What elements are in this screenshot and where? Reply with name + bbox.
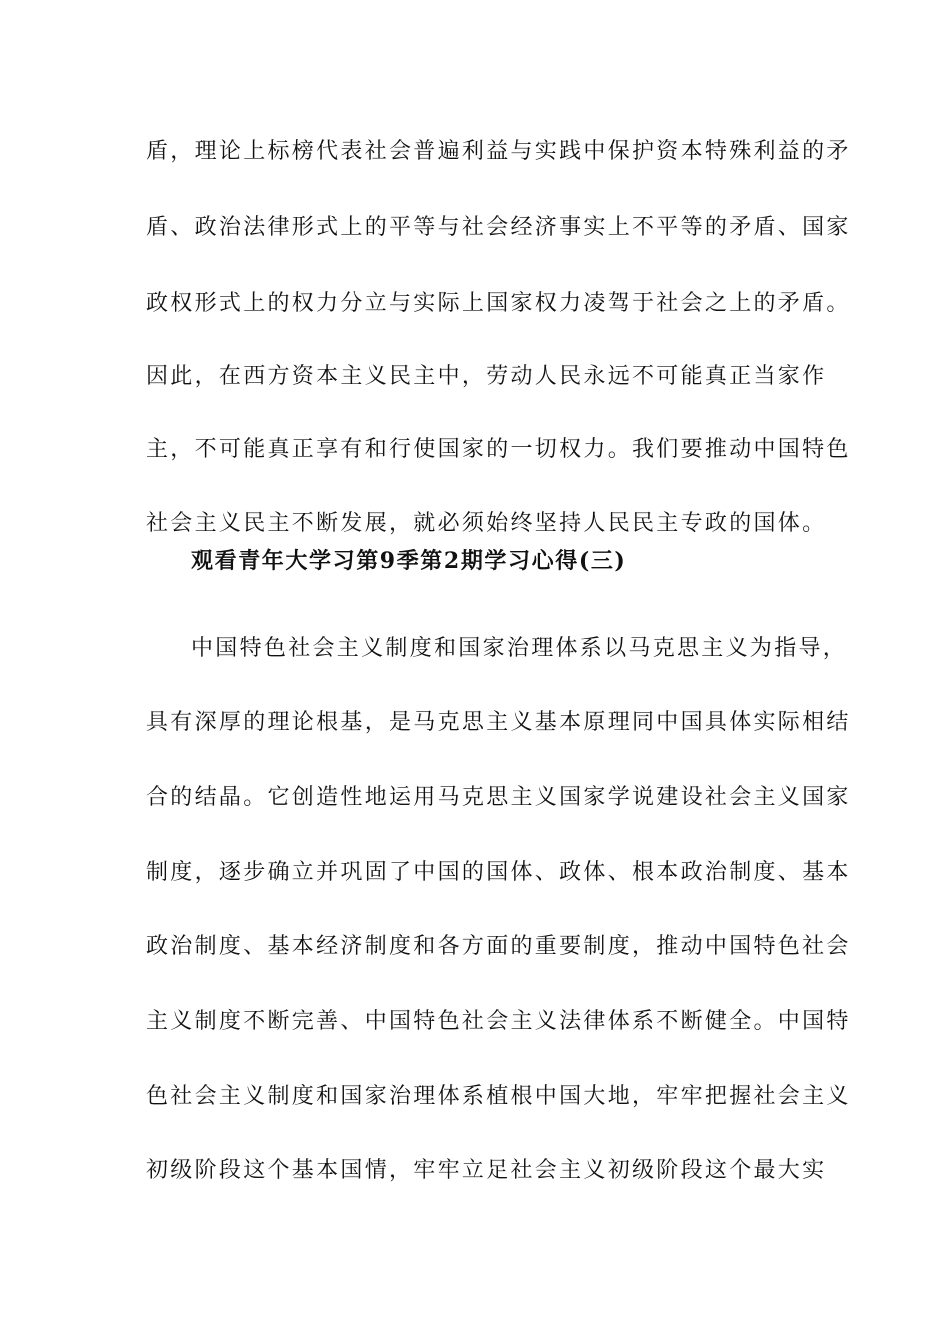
paragraph-line: 盾、政治法律形式上的平等与社会经济事实上不平等的矛盾、国家: [146, 215, 851, 240]
paragraph-line: 初级阶段这个基本国情，牢牢立足社会主义初级阶段这个最大实: [146, 1158, 827, 1183]
paragraph-line: 政治制度、基本经济制度和各方面的重要制度，推动中国特色社会: [146, 934, 851, 959]
paragraph-line: 因此，在西方资本主义民主中，劳动人民永远不可能真正当家作: [146, 364, 827, 389]
paragraph-line: 主，不可能真正享有和行使国家的一切权力。我们要推动中国特色: [146, 437, 851, 462]
paragraph-line: 政权形式上的权力分立与实际上国家权力凌驾于社会之上的矛盾。: [146, 291, 851, 316]
paragraph-line: 盾，理论上标榜代表社会普遍利益与实践中保护资本特殊利益的矛: [146, 139, 851, 164]
paragraph-line: 社会主义民主不断发展，就必须始终坚持人民民主专政的国体。: [146, 511, 827, 536]
paragraph-line: 色社会主义制度和国家治理体系植根中国大地，牢牢把握社会主义: [146, 1084, 851, 1109]
section-heading: 观看青年大学习第9季第2期学习心得(三): [191, 548, 627, 574]
paragraph-line: 制度，逐步确立并巩固了中国的国体、政体、根本政治制度、基本: [146, 860, 851, 885]
paragraph-line: 具有深厚的理论根基，是马克思主义基本原理同中国具体实际相结: [146, 710, 851, 735]
paragraph-line: 中国特色社会主义制度和国家治理体系以马克思主义为指导，: [191, 636, 848, 661]
paragraph-line: 主义制度不断完善、中国特色社会主义法律体系不断健全。中国特: [146, 1009, 851, 1034]
paragraph-line: 合的结晶。它创造性地运用马克思主义国家学说建设社会主义国家: [146, 785, 851, 810]
